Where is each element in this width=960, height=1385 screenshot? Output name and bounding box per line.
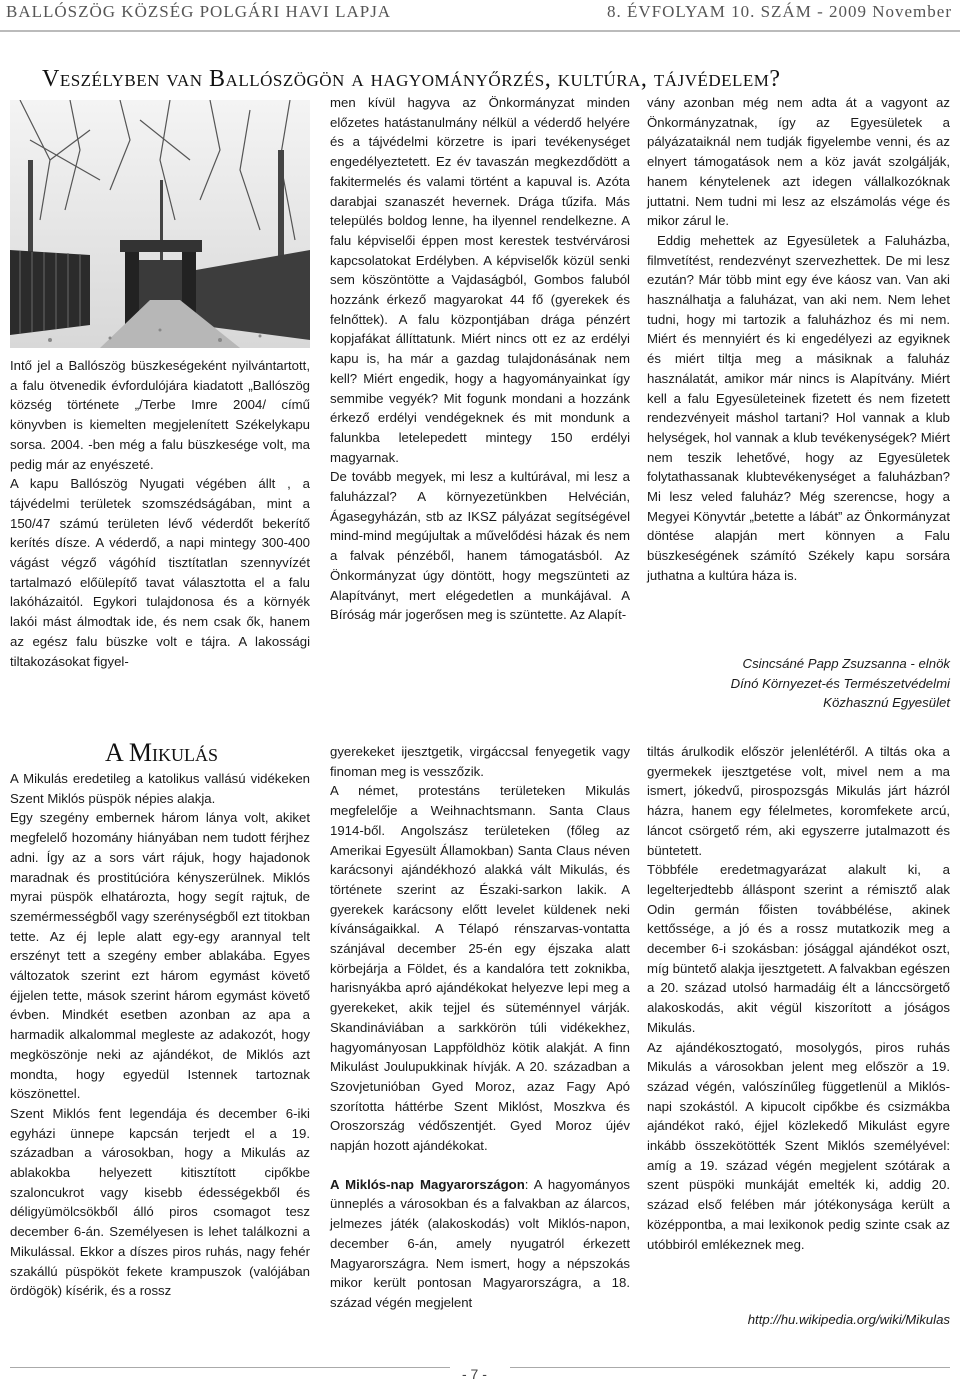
article1-col3-p1: vány azonban még nem adta át a vagyont az Önkormányzatnak, így az Egyesületek a pályázataiknál nem tudják figyelembe venni, és az elnyert támogatások nem a köz javát szolgálják, hanem kénytelenek azt idegen vállalkozóknak juttatni. Nem tudni mi lesz az elszámolás vége és mikor zárul le.: [647, 95, 950, 229]
publication-name: BALLÓSZÖG KÖZSÉG POLGÁRI HAVI LAPJA: [6, 2, 392, 21]
miklos-nap-text: : A hagyományos ünneplés a városokban és a falvakban az álarcos, jelmezes játék (alakoskodás) volt Miklós-napon, december 6-án, amely nyugatról érkezett Magyarországra. Nem ismert, hogy a népszokás mikor került pontosan Magyarországra, a 18. század végén megjelent: [330, 1176, 630, 1310]
source-link[interactable]: http://hu.wikipedia.org/wiki/Mikulas: [747, 1312, 950, 1327]
article2-col2-p2: A német, protestáns területeken Mikulás megfelelője a Weihnachtsmann. Santa Claus 1914-ből. Angolszász területeken (főleg az Amerikai Egyesült Államokban) Santa Claus néven karácsonyi ajándékhozó alakká vált Mikulás, és története szerint az Északi-sarkon lakik. A gyerekek karácsony előtt levelet küldenek neki kívánságaikkal. A Télapó rénszarvas-vontatta szánjával december 25-én egy éjszaka alatt körbejárja a Földet, és a kandalóra tett zoknikba, harisnyákba apró ajándékokat helyezve lepi meg a gyerekeket, akik tejjel és süteménnyel várják. Skandináviában a sarkkörön túli vidékekhez, hagyományosan Lappföldhöz kötik alakját. A finn Mikulást Joulupukkinak hívják. A 20. században a Szovjetunióban Gyed Moroz, azaz Fagy Apó szorította háttérbe Szent Miklóst, Moszkva és Oroszország védőszentjét. Gyed Moroz újév napján hozott ajándékokat.: [330, 783, 630, 1154]
signature-line-2: Dínó Környezet-és Természetvédelmi: [730, 675, 950, 691]
mikulas-title: A Mikulás: [105, 738, 218, 767]
footer-rule-left: [10, 1367, 450, 1368]
article1-column-3: [647, 93, 950, 586]
article1-col2-p1: men kívül hagyva az Önkormányzat minden előzetes hatástanulmány nélkül a véderdő helyére és a tájvédelmi körzetre is ipari tevékenységet engedélyeztetett. Ez év tavaszán megkezdődött a fakitermelés és valami történt a kapuval is. Azóta darabjai szanaszét hevernek. Drága tűzifa. Más település boldog lenne, ha ilyennel rendelkezne. A falu képviselői éppen most kerestek testvérvárosi kapcsolatokat Erdélyben. A képviselők közül senki sem köszöntötte a Vajdaságból, Gombos faluból hozzánk érkező magyarokat 44 fő (gyerekek és felnőttek). A falu központjában drága pénzért kopjafákat állíttatunk. Miért nincs ott ez az erdélyi kapu is, ha már a gazdag tulajdonásának nem kell? Miért engedik, hogy a hagyományainkat így semmibe vegyék? Mit fogunk mondani a hozzánk érkező erdélyi vendégeknek és mit mondunk a falunkba letelepedett mintegy 150 erdélyi magyarnak.: [330, 95, 630, 465]
issue-info: 8. ÉVFOLYAM 10. SZÁM - 2009 November: [606, 2, 952, 21]
article2-col1-p1: A Mikulás eredetileg a katolikus vallású vidékeken Szent Miklós püspök népies alakja.: [10, 771, 310, 806]
footer-rule-right: [510, 1367, 950, 1368]
article2-col3-p1: tiltás árulkodik először jelenlétéről. A tiltás oka a gyermekek ijesztgetése volt, mivel nem a ma ismert, jókedvű, pirospozsgás Mikulás járt házról házra, hanem egy félelmetes, koromfekete arcú, láncot csörgető rém, aki egyszerre jutalmazott és büntetett.: [647, 744, 950, 858]
article2-column-1: [10, 769, 310, 1301]
article1-col1-p2: A kapu Ballószög Nyugati végében állt , a tájvédelmi területek szomszédságában, mint a 150/47 számú területen lévő véderdőt bekerítő kerítés dísze. A véderdő, a napi mintegy 300-400 vágást végző vágóhíd tisztítatlan szennyvízét tartalmazó előülepítő tavat választotta el a falu lakóházaitól. Egykori tulajdonosa és a környék lakói mást álmodtak ide, és nem csak ők, hanem az egész falu büszke volt e tájra. A lakossági tiltakozásokat figyel-: [10, 476, 310, 669]
article2-col2-p1: gyerekeket ijesztgetik, virgáccsal fenyegetik vagy finoman meg is vesszőzik.: [330, 744, 630, 779]
article2-col1-p2: Egy szegény embernek három lánya volt, akiket megfelelő hozomány hiányában nem tudott férjhez adni. Így az a sors várt rájuk, hogy hajadonok maradnak és prostitúcióra kényszerülnek. Miklós myrai püspök elhatározta, hogy segít rajtuk, de szemérmességből vagy szerénységből ezt titokban tette. Az éj leple alatt egy-egy arannyal telt erszényt tett a szegény ember ablakába. Egyes változatok szerint ezt három egymást követő éjjelen tette, mások szerint három egymást követő évben. Mindkét esetben azonban az apa a harmadik alkalommal megleste az adakozót, hogy megköszönje neki az ajándékot, de Miklós azt mondta, hogy egyedül Istennek tartoznak köszönettel.: [10, 810, 310, 1102]
header-rule: [0, 30, 960, 32]
running-header: [0, 0, 960, 30]
article2-col2-p3: [330, 1175, 630, 1313]
article2-col1-p3: Szent Miklós fent legendája és december 6-iki egyházi ünnepe kapcsán terjedt el a 19. században a városokban, hogy a Mikulás az ablakokba helyezett kitisztított cipőkbe szaloncukrot vagy kisebb édességekből és déligyümölcsökből álló piros csomagot tesz december 6-án. Személyesen is lehet találkozni a Mikulással. Ekkor a díszes piros ruhás, nagy fehér szakállú püspököt fekete krampuszok (valójában ördögök) kísérik, és a rossz: [10, 1105, 310, 1299]
article1-column-2: [330, 93, 630, 625]
article1-col1-p1: Intő jel a Ballószög büszkeségeként nyilvántartott, a falu ötvenedik évfordulójára kiadatott „Ballószög község története „/Terbe Imre 2004/ című könyvben is kiemelten megjelenített Székelykapu sorsa. 2004. -ben még a falu büszkesége volt, ma pedig már az enyészeté.: [10, 358, 310, 472]
signature-line-1: Csincsáné Papp Zsuzsanna - elnök: [742, 656, 950, 671]
article-title: Veszélyben van Ballószögön a hagyományőrzés, kultúra, tájvédelem?: [42, 66, 781, 92]
article2-column-3: [647, 742, 950, 1254]
article2-column-2: [330, 742, 630, 1313]
article1-col3-p2: Eddig mehettek az Egyesületek a Faluházba, filmvetítést, rendezvényt szervezhettek. De mi lesz ezután? Már több mint egy éve káosz van. Van aki használhatja a faluházat, van aki nem. Nem lehet tudni, hogy mi tartozik a faluházhoz és mi nem. Miért és mennyiért és ki engedélyezi az egyiknek és miért tiltja meg a másiknak a faluház használatát, amikor már nincs is Alapítvány. Miért kell a falu Egyesületeinek fizetett és nem fizetett rendezvényeit máshol tartani? Hol vannak a klub helységek, hol vannak a klub tevékenységek? Miért nem teszik lehetővé, hogy az Egyesületek folytathassanak klubtevékenységet a faluházban? Mi lesz veled faluház? Még szerencse, hogy a Megyei Könyvtár „betette a lábát” az Önkormányzat döntése alapján mert könnyen a Falu büszkeségének számító Székely kapu sorsára juthatna a kultúra háza is.: [647, 232, 950, 583]
article2-col3-p3: Az ajándékosztogató, mosolygós, piros ruhás Mikulás a városokban jelent meg először a 19. század végén, valószínűleg függetlenül a Miklós-napi szokástól. A kipucolt cipőkbe és csizmákba ajándékot rakó, éjjel közlekedő Mikulást egyre inkább összekötötték Szent Miklós személyével: amíg a 19. század végén megjelent szótárak a szent püspöki munkáját emelték ki, addig 20. század első felében már jótékonysága került a középpontba, a mai lexikonok pedig szinte csak az utóbbiról emlékeznek meg.: [647, 1039, 950, 1252]
miklos-nap-heading: A Miklós-nap Magyarországon: [330, 1176, 525, 1192]
article1-col2-p2: De tovább megyek, mi lesz a kultúrával, mi lesz a faluházzal? A környezetünkben Helvécián, Ágasegyházán, stb az IKSZ pályázat segítségével mind-mind megújultak a művelődési házak és nem a falvak pénzéből, hanem támogatásból. Az Önkormányzat úgy döntött, hogy megszünteti az Alapítványt, mert elégedetlen a munkájával. A Bíróság már jogerősen meg is szüntette. Az Alapít-: [330, 469, 630, 623]
signature-line-3: Közhasznú Egyesület: [823, 695, 950, 711]
page-number: - 7 -: [462, 1366, 487, 1382]
article2-col3-p2: Többféle eredetmagyarázat alakult ki, a legelterjedtebb álláspont szerint a rémisztő alak Odin germán főisten továbbélése, akinek kettőssége, a jó és a rossz mutatkozik meg a december 6-i szokásban: jósággal ajándékot oszt, míg büntető alakja ijesztgetett. A falvakban egészen a 20. század utolsó harmadáig élt a lánccsörgető alakoskodás, akit végül kiszorított a jóságos Mikulás.: [647, 862, 950, 1035]
article1-column-1: [10, 356, 310, 671]
gate-photo: [10, 100, 310, 348]
article1-signature: [647, 654, 950, 713]
